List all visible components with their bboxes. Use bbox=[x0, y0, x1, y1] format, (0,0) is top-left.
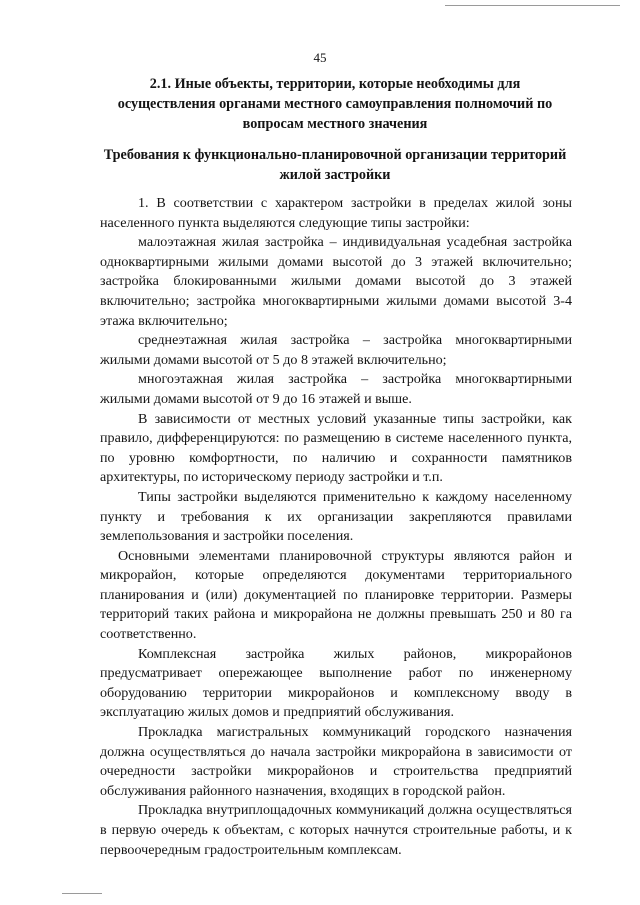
paragraph: В зависимости от местных условий указанные типы застройки, как правило, дифференцируются: по размещению в системе населенного пункта, по уровню комфортности, по наличию и сохранности памятников архитектуры, по историческому периоду застройки и т.п. bbox=[100, 410, 572, 486]
paragraph: 1. В соответствии с характером застройки в пределах жилой зоны населенного пункта выделяются следующие типы застройки: bbox=[100, 195, 572, 231]
paragraph: Основными элементами планировочной структуры являются район и микрорайон, которые определяются документами территориального планирования и (или) документацией по планировке территории. Размеры территорий таких района и микрорайона не должны превышать 250 и 80 га соответственно. bbox=[100, 547, 572, 643]
paragraph: среднеэтажная жилая застройка – застройка многоквартирными жилыми домами высотой от 5 до 8 этажей включительно; bbox=[100, 332, 572, 368]
paragraph: Прокладка магистральных коммуникаций городского назначения должна осуществляться до начала застройки микрорайона в зависимости от очередности застройки микрорайонов и строительства предприятий обслуживания районного назначения, входящих в городской район. bbox=[100, 724, 572, 799]
paragraph: малоэтажная жилая застройка – индивидуальная усадебная застройка одноквартирными жилыми домами высотой до 3 этажей включительно; застройка блокированными жилыми домами высотой до 3 этажей включительно; застройка многоквартирными жилыми домами высотой 3-4 этажа включительно; bbox=[100, 234, 572, 329]
paragraph: Типы застройки выделяются применительно к каждому населенному пункту и требования к их организации закрепляются правилами землепользования и застройки поселения. bbox=[100, 488, 572, 545]
section-heading: 2.1. Иные объекты, территории, которые необходимы для осуществления органами местного самоуправления полномочий по вопросам местного значения bbox=[117, 76, 553, 132]
paragraph: Прокладка внутриплощадочных коммуникаций должна осуществляться в первую очередь к объектам, с которых начнутся строительные работы, и к первоочередным градостроительным комплексам. bbox=[100, 802, 572, 858]
page-number: 45 bbox=[313, 50, 327, 65]
scan-edge-mark-top bbox=[445, 5, 620, 6]
scan-edge-mark-bottom bbox=[62, 893, 102, 894]
subheading: Требования к функционально-планировочной организации территорий жилой застройки bbox=[103, 147, 567, 183]
paragraph: Комплексная застройка жилых районов, микрорайонов предусматривает опережающее выполнение работ по инженерному оборудованию территории микрорайонов и комплексному вводу в эксплуатацию жилых домов и предприятий обслуживания. bbox=[100, 645, 572, 721]
paragraph: многоэтажная жилая застройка – застройка многоквартирными жилыми домами высотой от 9 до 16 этажей и выше. bbox=[100, 371, 572, 407]
document-body bbox=[100, 194, 572, 860]
